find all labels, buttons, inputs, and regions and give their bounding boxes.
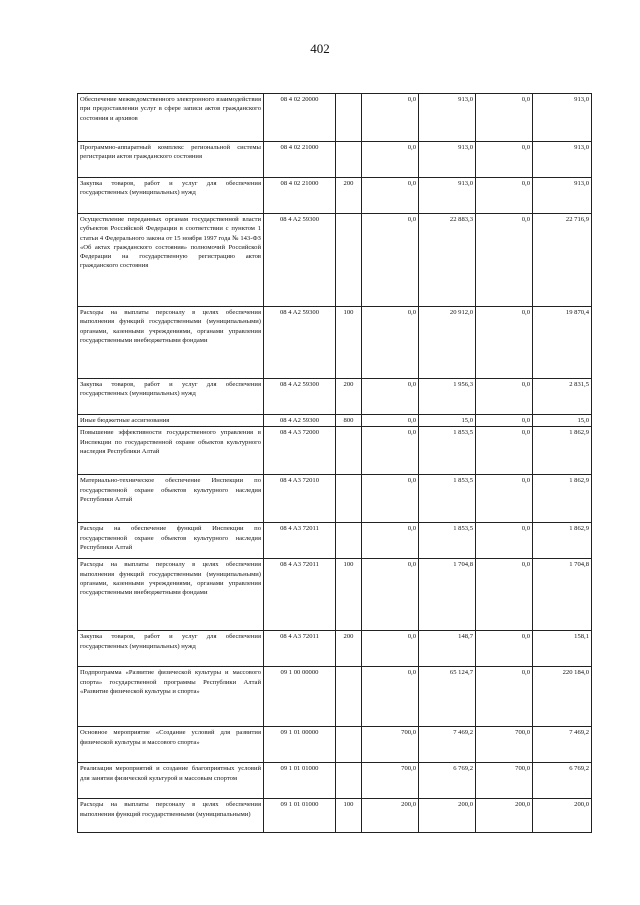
row-value-1: 700,0	[362, 727, 419, 763]
row-value-2: 1 853,5	[419, 523, 476, 559]
row-code: 08 4 A2 59300	[264, 214, 336, 307]
row-value-1: 0,0	[362, 415, 419, 427]
row-name: Основное мероприятие «Создание условий для развития физической культуры и массового спорта»	[78, 727, 264, 763]
row-value-2: 1 853,5	[419, 475, 476, 523]
row-code: 08 4 A2 59300	[264, 307, 336, 379]
table-row	[78, 178, 592, 214]
row-code: 08 4 A3 72010	[264, 475, 336, 523]
table-row	[78, 727, 592, 763]
row-value-4: 913,0	[533, 178, 592, 214]
row-expense-type	[336, 94, 362, 142]
row-code: 08 4 A3 72011	[264, 523, 336, 559]
row-expense-type	[336, 214, 362, 307]
row-expense-type: 200	[336, 178, 362, 214]
row-value-3: 0,0	[476, 94, 533, 142]
row-value-4: 200,0	[533, 799, 592, 833]
row-value-3: 0,0	[476, 559, 533, 631]
row-name: Реализация мероприятий и создание благоприятных условий для занятия физической культурой и массовым спортом	[78, 763, 264, 799]
row-expense-type	[336, 427, 362, 475]
row-value-3: 0,0	[476, 475, 533, 523]
row-value-2: 1 704,8	[419, 559, 476, 631]
table-row	[78, 523, 592, 559]
row-value-4: 15,0	[533, 415, 592, 427]
row-value-4: 1 862,9	[533, 523, 592, 559]
row-expense-type: 200	[336, 631, 362, 667]
row-value-4: 2 831,5	[533, 379, 592, 415]
row-expense-type: 100	[336, 307, 362, 379]
row-value-1: 0,0	[362, 214, 419, 307]
row-value-3: 0,0	[476, 523, 533, 559]
row-value-4: 1 862,9	[533, 427, 592, 475]
table-row	[78, 763, 592, 799]
row-value-1: 0,0	[362, 559, 419, 631]
row-code: 08 4 02 20000	[264, 94, 336, 142]
row-name: Закупка товаров, работ и услуг для обеспечения государственных (муниципальных) нужд	[78, 178, 264, 214]
table-row	[78, 214, 592, 307]
row-value-1: 0,0	[362, 379, 419, 415]
row-expense-type: 200	[336, 379, 362, 415]
row-name: Материально-техническое обеспечение Инспекции по государственной охране объектов культурного наследия Республики Алтай	[78, 475, 264, 523]
row-name: Обеспечение межведомственного электронного взаимодействия при предоставлении услуг в сфере записи актов гражданского состояния и архивов	[78, 94, 264, 142]
row-value-4: 220 184,0	[533, 667, 592, 727]
row-value-1: 0,0	[362, 94, 419, 142]
table-row	[78, 94, 592, 142]
row-code: 08 4 02 21000	[264, 142, 336, 178]
row-value-3: 0,0	[476, 307, 533, 379]
row-value-2: 913,0	[419, 142, 476, 178]
row-code: 08 4 A2 59300	[264, 379, 336, 415]
table-row	[78, 475, 592, 523]
row-value-1: 0,0	[362, 631, 419, 667]
row-value-4: 913,0	[533, 142, 592, 178]
row-value-3: 0,0	[476, 415, 533, 427]
row-value-2: 7 469,2	[419, 727, 476, 763]
row-value-4: 6 769,2	[533, 763, 592, 799]
row-value-4: 7 469,2	[533, 727, 592, 763]
table-row	[78, 559, 592, 631]
row-value-2: 65 124,7	[419, 667, 476, 727]
row-expense-type: 100	[336, 559, 362, 631]
row-value-2: 20 912,0	[419, 307, 476, 379]
row-value-1: 0,0	[362, 142, 419, 178]
row-value-2: 148,7	[419, 631, 476, 667]
row-value-2: 22 883,3	[419, 214, 476, 307]
row-name: Программно-аппаратный комплекс региональной системы регистрации актов гражданского состояния	[78, 142, 264, 178]
row-name: Иные бюджетные ассигнования	[78, 415, 264, 427]
row-value-3: 0,0	[476, 379, 533, 415]
row-value-1: 0,0	[362, 307, 419, 379]
row-name: Расходы на выплаты персоналу в целях обеспечения выполнения функций государственными (муниципальными) органами, казенными учреждениями, органами управления государственными внебюджетными фондами	[78, 307, 264, 379]
row-code: 08 4 A2 59300	[264, 415, 336, 427]
row-value-2: 15,0	[419, 415, 476, 427]
table-row	[78, 631, 592, 667]
row-code: 08 4 02 21000	[264, 178, 336, 214]
row-name: Расходы на выплаты персоналу в целях обеспечения выполнения функций государственными (муниципальными)	[78, 799, 264, 833]
table-row	[78, 799, 592, 833]
row-value-4: 19 870,4	[533, 307, 592, 379]
row-value-1: 700,0	[362, 763, 419, 799]
row-code: 09 1 01 01000	[264, 799, 336, 833]
row-code: 08 4 A3 72011	[264, 559, 336, 631]
table-row	[78, 427, 592, 475]
row-value-4: 22 716,9	[533, 214, 592, 307]
row-value-4: 1 862,9	[533, 475, 592, 523]
row-value-2: 913,0	[419, 94, 476, 142]
row-code: 08 4 A3 72000	[264, 427, 336, 475]
row-value-2: 913,0	[419, 178, 476, 214]
row-expense-type	[336, 667, 362, 727]
row-name: Осуществление переданных органам государственной власти субъектов Российской Федерации в соответствии с пунктом 1 статьи 4 Федерального закона от 15 ноября 1997 года № 143-ФЗ «Об актах гражданского состояния» полномочий Российской Федерации на государственную регистрацию актов гражданского состояния	[78, 214, 264, 307]
row-expense-type	[336, 142, 362, 178]
row-expense-type	[336, 475, 362, 523]
row-value-2: 200,0	[419, 799, 476, 833]
row-name: Повышение эффективности государственного управления в Инспекции по государственной охране объектов культурного наследия Республики Алтай	[78, 427, 264, 475]
row-name: Расходы на выплаты персоналу в целях обеспечения выполнения функций государственными (муниципальными) органами, казенными учреждениями, органами управления государственными внебюджетными фондами	[78, 559, 264, 631]
row-expense-type: 100	[336, 799, 362, 833]
row-expense-type	[336, 523, 362, 559]
row-name: Закупка товаров, работ и услуг для обеспечения государственных (муниципальных) нужд	[78, 379, 264, 415]
row-value-3: 0,0	[476, 214, 533, 307]
row-value-3: 200,0	[476, 799, 533, 833]
table-row	[78, 379, 592, 415]
table-row	[78, 142, 592, 178]
row-value-3: 0,0	[476, 631, 533, 667]
row-name: Закупка товаров, работ и услуг для обеспечения государственных (муниципальных) нужд	[78, 631, 264, 667]
row-expense-type: 800	[336, 415, 362, 427]
row-expense-type	[336, 727, 362, 763]
row-value-3: 0,0	[476, 667, 533, 727]
row-name: Подпрограмма «Развитие физической культуры и массового спорта» государственной программы Республики Алтай «Развитие физической культуры и спорта»	[78, 667, 264, 727]
row-value-4: 913,0	[533, 94, 592, 142]
row-value-1: 0,0	[362, 178, 419, 214]
row-code: 08 4 A3 72011	[264, 631, 336, 667]
row-value-3: 700,0	[476, 727, 533, 763]
row-value-1: 0,0	[362, 475, 419, 523]
row-value-4: 158,1	[533, 631, 592, 667]
row-name: Расходы на обеспечение функций Инспекции по государственной охране объектов культурного наследия Республики Алтай	[78, 523, 264, 559]
row-value-3: 0,0	[476, 427, 533, 475]
row-value-2: 1 956,3	[419, 379, 476, 415]
budget-table	[77, 93, 592, 833]
table-row	[78, 667, 592, 727]
row-value-4: 1 704,8	[533, 559, 592, 631]
row-code: 09 1 01 00000	[264, 727, 336, 763]
row-value-3: 0,0	[476, 142, 533, 178]
row-value-3: 700,0	[476, 763, 533, 799]
row-value-1: 200,0	[362, 799, 419, 833]
table-row	[78, 307, 592, 379]
row-value-1: 0,0	[362, 667, 419, 727]
row-value-1: 0,0	[362, 523, 419, 559]
page-number: 402	[310, 41, 330, 56]
row-value-2: 6 769,2	[419, 763, 476, 799]
row-value-1: 0,0	[362, 427, 419, 475]
table-row	[78, 415, 592, 427]
row-value-3: 0,0	[476, 178, 533, 214]
row-expense-type	[336, 763, 362, 799]
row-value-2: 1 853,5	[419, 427, 476, 475]
row-code: 09 1 00 00000	[264, 667, 336, 727]
row-code: 09 1 01 01000	[264, 763, 336, 799]
